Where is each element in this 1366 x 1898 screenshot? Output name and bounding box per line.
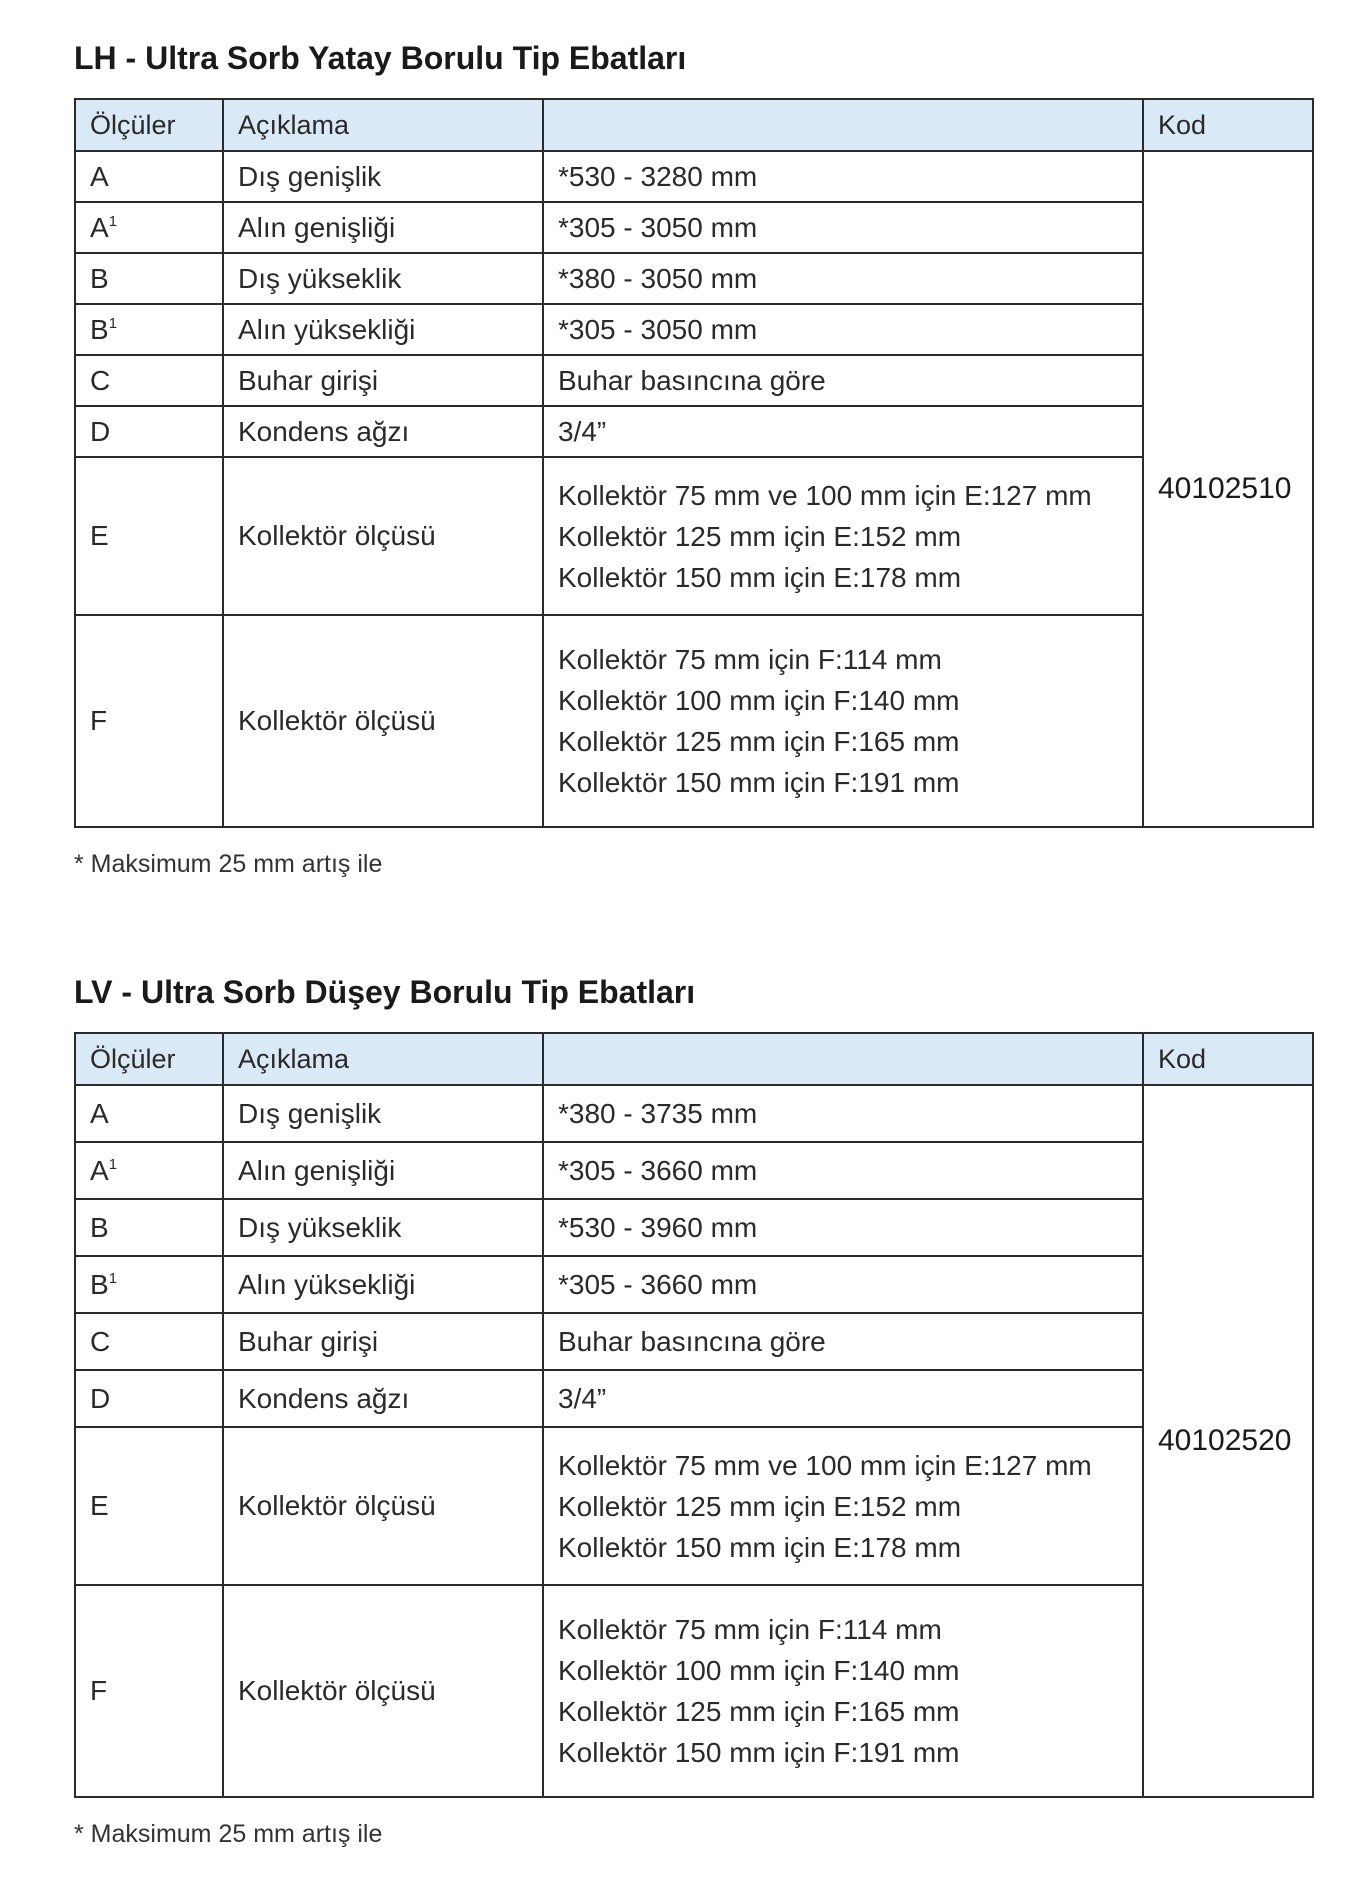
section-title: LV - Ultra Sorb Düşey Borulu Tip Ebatları: [74, 974, 696, 1010]
value-cell: [543, 615, 1143, 827]
desc-cell: Dış yükseklik: [223, 253, 543, 304]
spec-table: [74, 98, 1314, 828]
table-row: [75, 457, 1313, 615]
olcu-sup: 1: [108, 1269, 118, 1287]
value-cell: *305 - 3050 mm: [543, 304, 1143, 355]
olcu-cell: E: [75, 457, 223, 615]
desc-cell: Kollektör ölçüsü: [223, 615, 543, 827]
value-line: Kollektör 100 mm için F:140 mm: [558, 685, 960, 716]
table-row: [75, 151, 1313, 202]
table-row: [75, 1142, 1313, 1199]
olcu-base: C: [90, 364, 111, 396]
value-line: Kollektör 150 mm için F:191 mm: [558, 767, 960, 798]
value-line: Kollektör 75 mm için F:114 mm: [558, 644, 942, 675]
desc-cell: Kondens ağzı: [223, 1370, 543, 1427]
table-row: [75, 253, 1313, 304]
olcu-cell: [75, 1199, 223, 1256]
value-cell: *305 - 3660 mm: [543, 1256, 1143, 1313]
header-aciklama: Açıklama: [223, 99, 543, 151]
value-line: Kollektör 75 mm ve 100 mm için E:127 mm: [558, 1449, 1092, 1481]
value-cell: *530 - 3280 mm: [543, 151, 1143, 202]
olcu-cell: [75, 304, 223, 355]
table-row: [75, 355, 1313, 406]
table-row: [75, 1256, 1313, 1313]
value-line: Kollektör 125 mm için E:152 mm: [558, 1490, 962, 1522]
desc-cell: Alın yüksekliği: [223, 1256, 543, 1313]
olcu-base: D: [90, 1382, 111, 1414]
olcu-base: B: [90, 1268, 109, 1300]
desc-cell: Buhar girişi: [223, 355, 543, 406]
value-line: Kollektör 150 mm için F:191 mm: [558, 1737, 960, 1768]
header-olculer: Ölçüler: [75, 1033, 223, 1085]
olcu-cell: F: [75, 1585, 223, 1797]
value-cell: *380 - 3050 mm: [543, 253, 1143, 304]
value-cell: [543, 1585, 1143, 1797]
desc-cell: Kollektör ölçüsü: [223, 457, 543, 615]
header-aciklama: Açıklama: [223, 1033, 543, 1085]
desc-cell: Kollektör ölçüsü: [223, 1427, 543, 1585]
header-olculer: Ölçüler: [75, 99, 223, 151]
value-line: Kollektör 75 mm ve 100 mm için E:127 mm: [558, 479, 1092, 511]
value-cell: *305 - 3050 mm: [543, 202, 1143, 253]
value-cell: 3/4”: [543, 406, 1143, 457]
table-header-row: [75, 99, 1313, 151]
olcu-base: A: [90, 1097, 109, 1129]
value-cell: *305 - 3660 mm: [543, 1142, 1143, 1199]
header-value: [543, 1033, 1143, 1085]
desc-cell: Dış genişlik: [223, 151, 543, 202]
value-cell: [543, 1427, 1143, 1585]
header-value: [543, 99, 1143, 151]
desc-cell: Buhar girişi: [223, 1313, 543, 1370]
table-row: [75, 615, 1313, 827]
section-lv: [74, 970, 1312, 1849]
kod-cell: 40102510: [1143, 151, 1313, 827]
spec-table: [74, 1032, 1314, 1798]
olcu-cell: [75, 151, 223, 202]
olcu-cell: [75, 406, 223, 457]
desc-cell: Dış yükseklik: [223, 1199, 543, 1256]
table-row: [75, 1370, 1313, 1427]
table-header-row: [75, 1033, 1313, 1085]
section-lh: [74, 36, 1312, 879]
olcu-sup: 1: [108, 212, 118, 230]
value-line: Kollektör 125 mm için F:165 mm: [558, 1696, 960, 1727]
table-row: [75, 1199, 1313, 1256]
value-cell: *380 - 3735 mm: [543, 1085, 1143, 1142]
value-line: Kollektör 125 mm için F:165 mm: [558, 726, 960, 757]
value-cell: *530 - 3960 mm: [543, 1199, 1143, 1256]
value-line: Kollektör 150 mm için E:178 mm: [558, 561, 962, 593]
value-line: Kollektör 75 mm için F:114 mm: [558, 1614, 942, 1645]
footnote: * Maksimum 25 mm artış ile: [74, 850, 383, 878]
olcu-cell: F: [75, 615, 223, 827]
value-line: Kollektör 100 mm için F:140 mm: [558, 1655, 960, 1686]
desc-cell: Dış genişlik: [223, 1085, 543, 1142]
value-cell: Buhar basıncına göre: [543, 355, 1143, 406]
olcu-cell: [75, 202, 223, 253]
desc-cell: Alın genişliği: [223, 202, 543, 253]
olcu-base: D: [90, 415, 111, 447]
table-row: [75, 1585, 1313, 1797]
olcu-base: A: [90, 160, 109, 192]
olcu-cell: E: [75, 1427, 223, 1585]
desc-cell: Alın yüksekliği: [223, 304, 543, 355]
olcu-sup: 1: [108, 314, 118, 332]
table-row: [75, 1085, 1313, 1142]
desc-cell: Kollektör ölçüsü: [223, 1585, 543, 1797]
table-row: [75, 202, 1313, 253]
table-row: [75, 1427, 1313, 1585]
value-line: Kollektör 150 mm için E:178 mm: [558, 1531, 962, 1563]
table-row: [75, 304, 1313, 355]
value-line: Kollektör 125 mm için E:152 mm: [558, 520, 962, 552]
olcu-base: C: [90, 1325, 111, 1357]
olcu-sup: 1: [108, 1155, 118, 1173]
kod-cell: 40102520: [1143, 1085, 1313, 1797]
olcu-cell: [75, 355, 223, 406]
olcu-base: A: [90, 1154, 109, 1186]
olcu-cell: [75, 1142, 223, 1199]
olcu-cell: [75, 1085, 223, 1142]
olcu-cell: [75, 1370, 223, 1427]
olcu-cell: [75, 1313, 223, 1370]
desc-cell: Alın genişliği: [223, 1142, 543, 1199]
value-cell: [543, 457, 1143, 615]
section-title: LH - Ultra Sorb Yatay Borulu Tip Ebatları: [74, 40, 687, 76]
footnote: * Maksimum 25 mm artış ile: [74, 1820, 383, 1848]
olcu-base: B: [90, 1211, 109, 1243]
table-row: [75, 1313, 1313, 1370]
value-cell: 3/4”: [543, 1370, 1143, 1427]
olcu-cell: [75, 1256, 223, 1313]
olcu-cell: [75, 253, 223, 304]
olcu-base: B: [90, 313, 109, 345]
header-kod: Kod: [1143, 99, 1313, 151]
desc-cell: Kondens ağzı: [223, 406, 543, 457]
header-kod: Kod: [1143, 1033, 1313, 1085]
table-row: [75, 406, 1313, 457]
olcu-base: A: [90, 211, 109, 243]
olcu-base: B: [90, 262, 109, 294]
value-cell: Buhar basıncına göre: [543, 1313, 1143, 1370]
